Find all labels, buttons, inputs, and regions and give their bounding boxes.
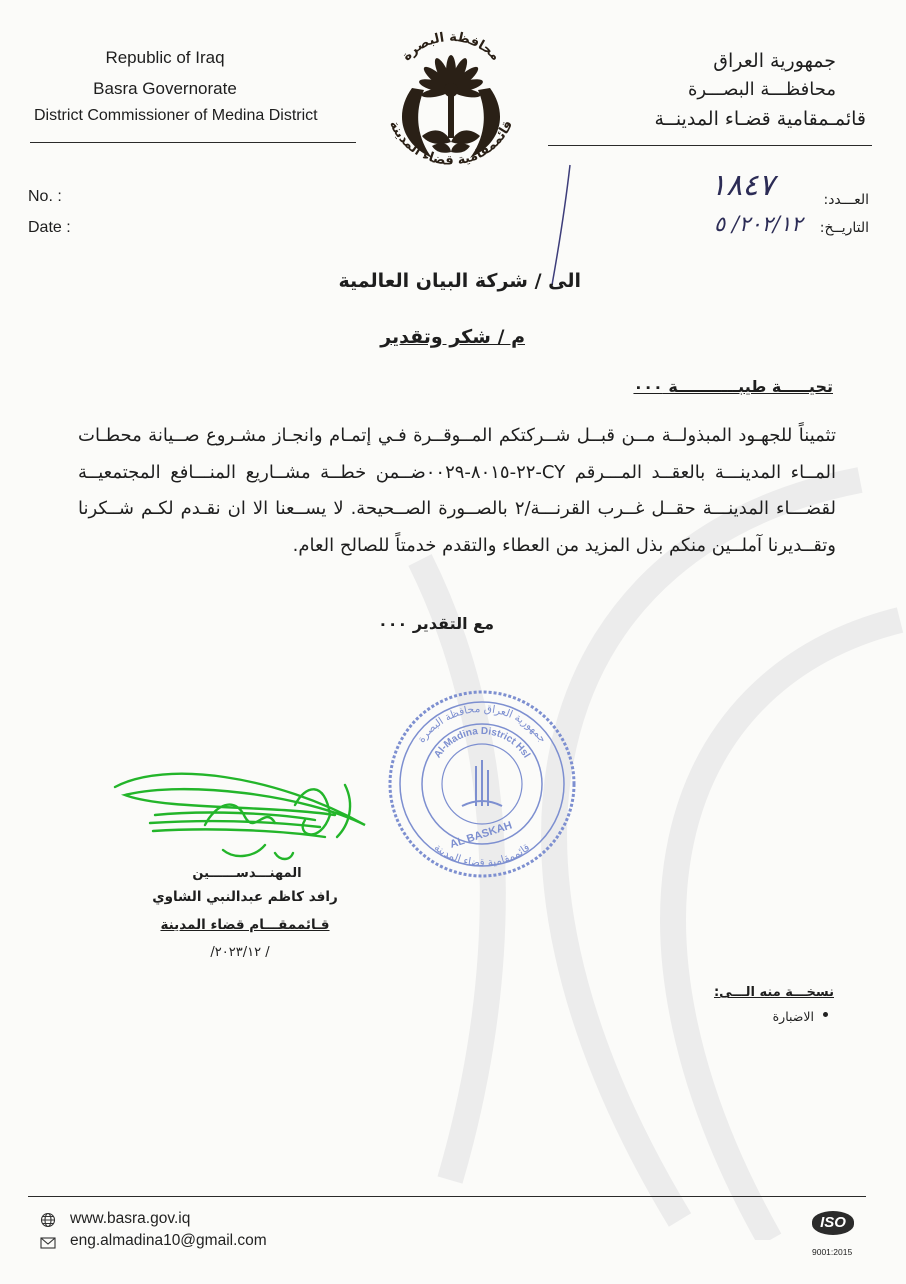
signature-date: / ٢٠٢٣/١٢/ xyxy=(210,945,270,960)
stamp-bottom-text: قائممقامية قضاء المدينة xyxy=(431,841,533,870)
handwritten-number: ١٨٤٧ xyxy=(710,168,775,203)
subject-line: م / شكر وتقدير xyxy=(380,326,525,348)
handwritten-signature xyxy=(105,765,375,875)
logo-top-text: محافظة البصرة xyxy=(399,29,503,65)
signatory-position: قـائممقـــام قضاء المدينة xyxy=(160,917,330,933)
header-en-line1: Republic of Iraq xyxy=(105,48,225,67)
svg-text:Al-Madina District Hsl xyxy=(432,726,532,760)
palm-tree-emblem-icon xyxy=(372,18,530,178)
stamp-top-text: جمهورية العراق محافظة البصرة xyxy=(415,702,549,745)
stamp-inner-text: Al-Madina District Hsl xyxy=(432,725,532,761)
header-en-line3: District Commissioner of Medina District xyxy=(34,107,318,124)
date-label: Date : xyxy=(28,219,71,236)
recipient-line: الى / شركة البيان العالمية xyxy=(338,270,581,292)
stamp-al-baskah: AL BASKAH xyxy=(448,819,514,851)
envelope-icon xyxy=(40,1236,56,1250)
official-stamp xyxy=(384,686,580,882)
bullet-icon xyxy=(823,1012,828,1017)
svg-text:قائممقامية قضاء المدينة xyxy=(432,842,532,870)
no-label-ar: العـــدد: xyxy=(823,192,869,208)
date-label-ar: التاريــخ: xyxy=(819,220,869,236)
governorate-logo xyxy=(372,18,530,178)
iso-badge xyxy=(809,1211,857,1243)
header-ar-line1: جمهورية العراق xyxy=(713,50,836,72)
signatory-title: المهنـــدســــــين xyxy=(192,866,302,881)
greeting-line: تحيـــــة طيبـــــــــــة ٠٠٠ xyxy=(633,377,833,396)
closing-line: مع التقدير ٠٠٠ xyxy=(377,614,494,633)
copy-to-item: الاضبارة xyxy=(772,1009,814,1024)
footer-rule xyxy=(28,1196,866,1197)
footer-website[interactable]: www.basra.gov.iq xyxy=(70,1210,191,1227)
logo-bottom-text: قائممقامية قضاء المدينة xyxy=(385,118,517,169)
iso-number: 9001:2015 xyxy=(812,1247,853,1257)
header-en-line2: Basra Governorate xyxy=(93,79,237,98)
letter-body: تثميناً للجهـود المبذولــة مــن قبــل شــركتكم المــوقــرة فـي إتمـام وانجـاز مشـروع صــيانة محطـات المــاء المدينـــة بالعقــد المـــرقم CY-٢٢-٨٠١٥-٠٠٢٩ضــمن خطــة مشــاريع المنـــافع المجتمعيــة لقضـــاء المدينـــة حقــل غــرب القرنـــة/٢ بالصــورة الصــحيحة. لا يســعنا الا ان نقـدم لكـم شــكرنا وتقــديرنا آملــين منكم بذل المزيد من العطاء والتقدم خدمتاً للصالح العام. xyxy=(78,425,837,556)
no-label: No. : xyxy=(28,188,62,205)
header-ar-line3: قائمـمقامية قضـاء المدينــة xyxy=(654,108,866,130)
iso-label: ISO xyxy=(812,1211,854,1235)
stamp-seal-icon xyxy=(384,686,580,882)
handwritten-date: ٢٠٢/١٢/ ٥ xyxy=(714,212,803,236)
signatory-name: رافد كاظم عبدالنبي الشاوي xyxy=(152,889,338,905)
footer-email[interactable]: eng.almadina10@gmail.com xyxy=(70,1232,267,1249)
header-left-rule xyxy=(30,142,356,143)
header-ar-line2: محافظـــة البصـــرة xyxy=(687,79,836,100)
copy-to-label: نسخـــة منه الـــى: xyxy=(713,985,834,1000)
header-right-rule xyxy=(548,145,872,146)
globe-icon xyxy=(40,1212,56,1228)
